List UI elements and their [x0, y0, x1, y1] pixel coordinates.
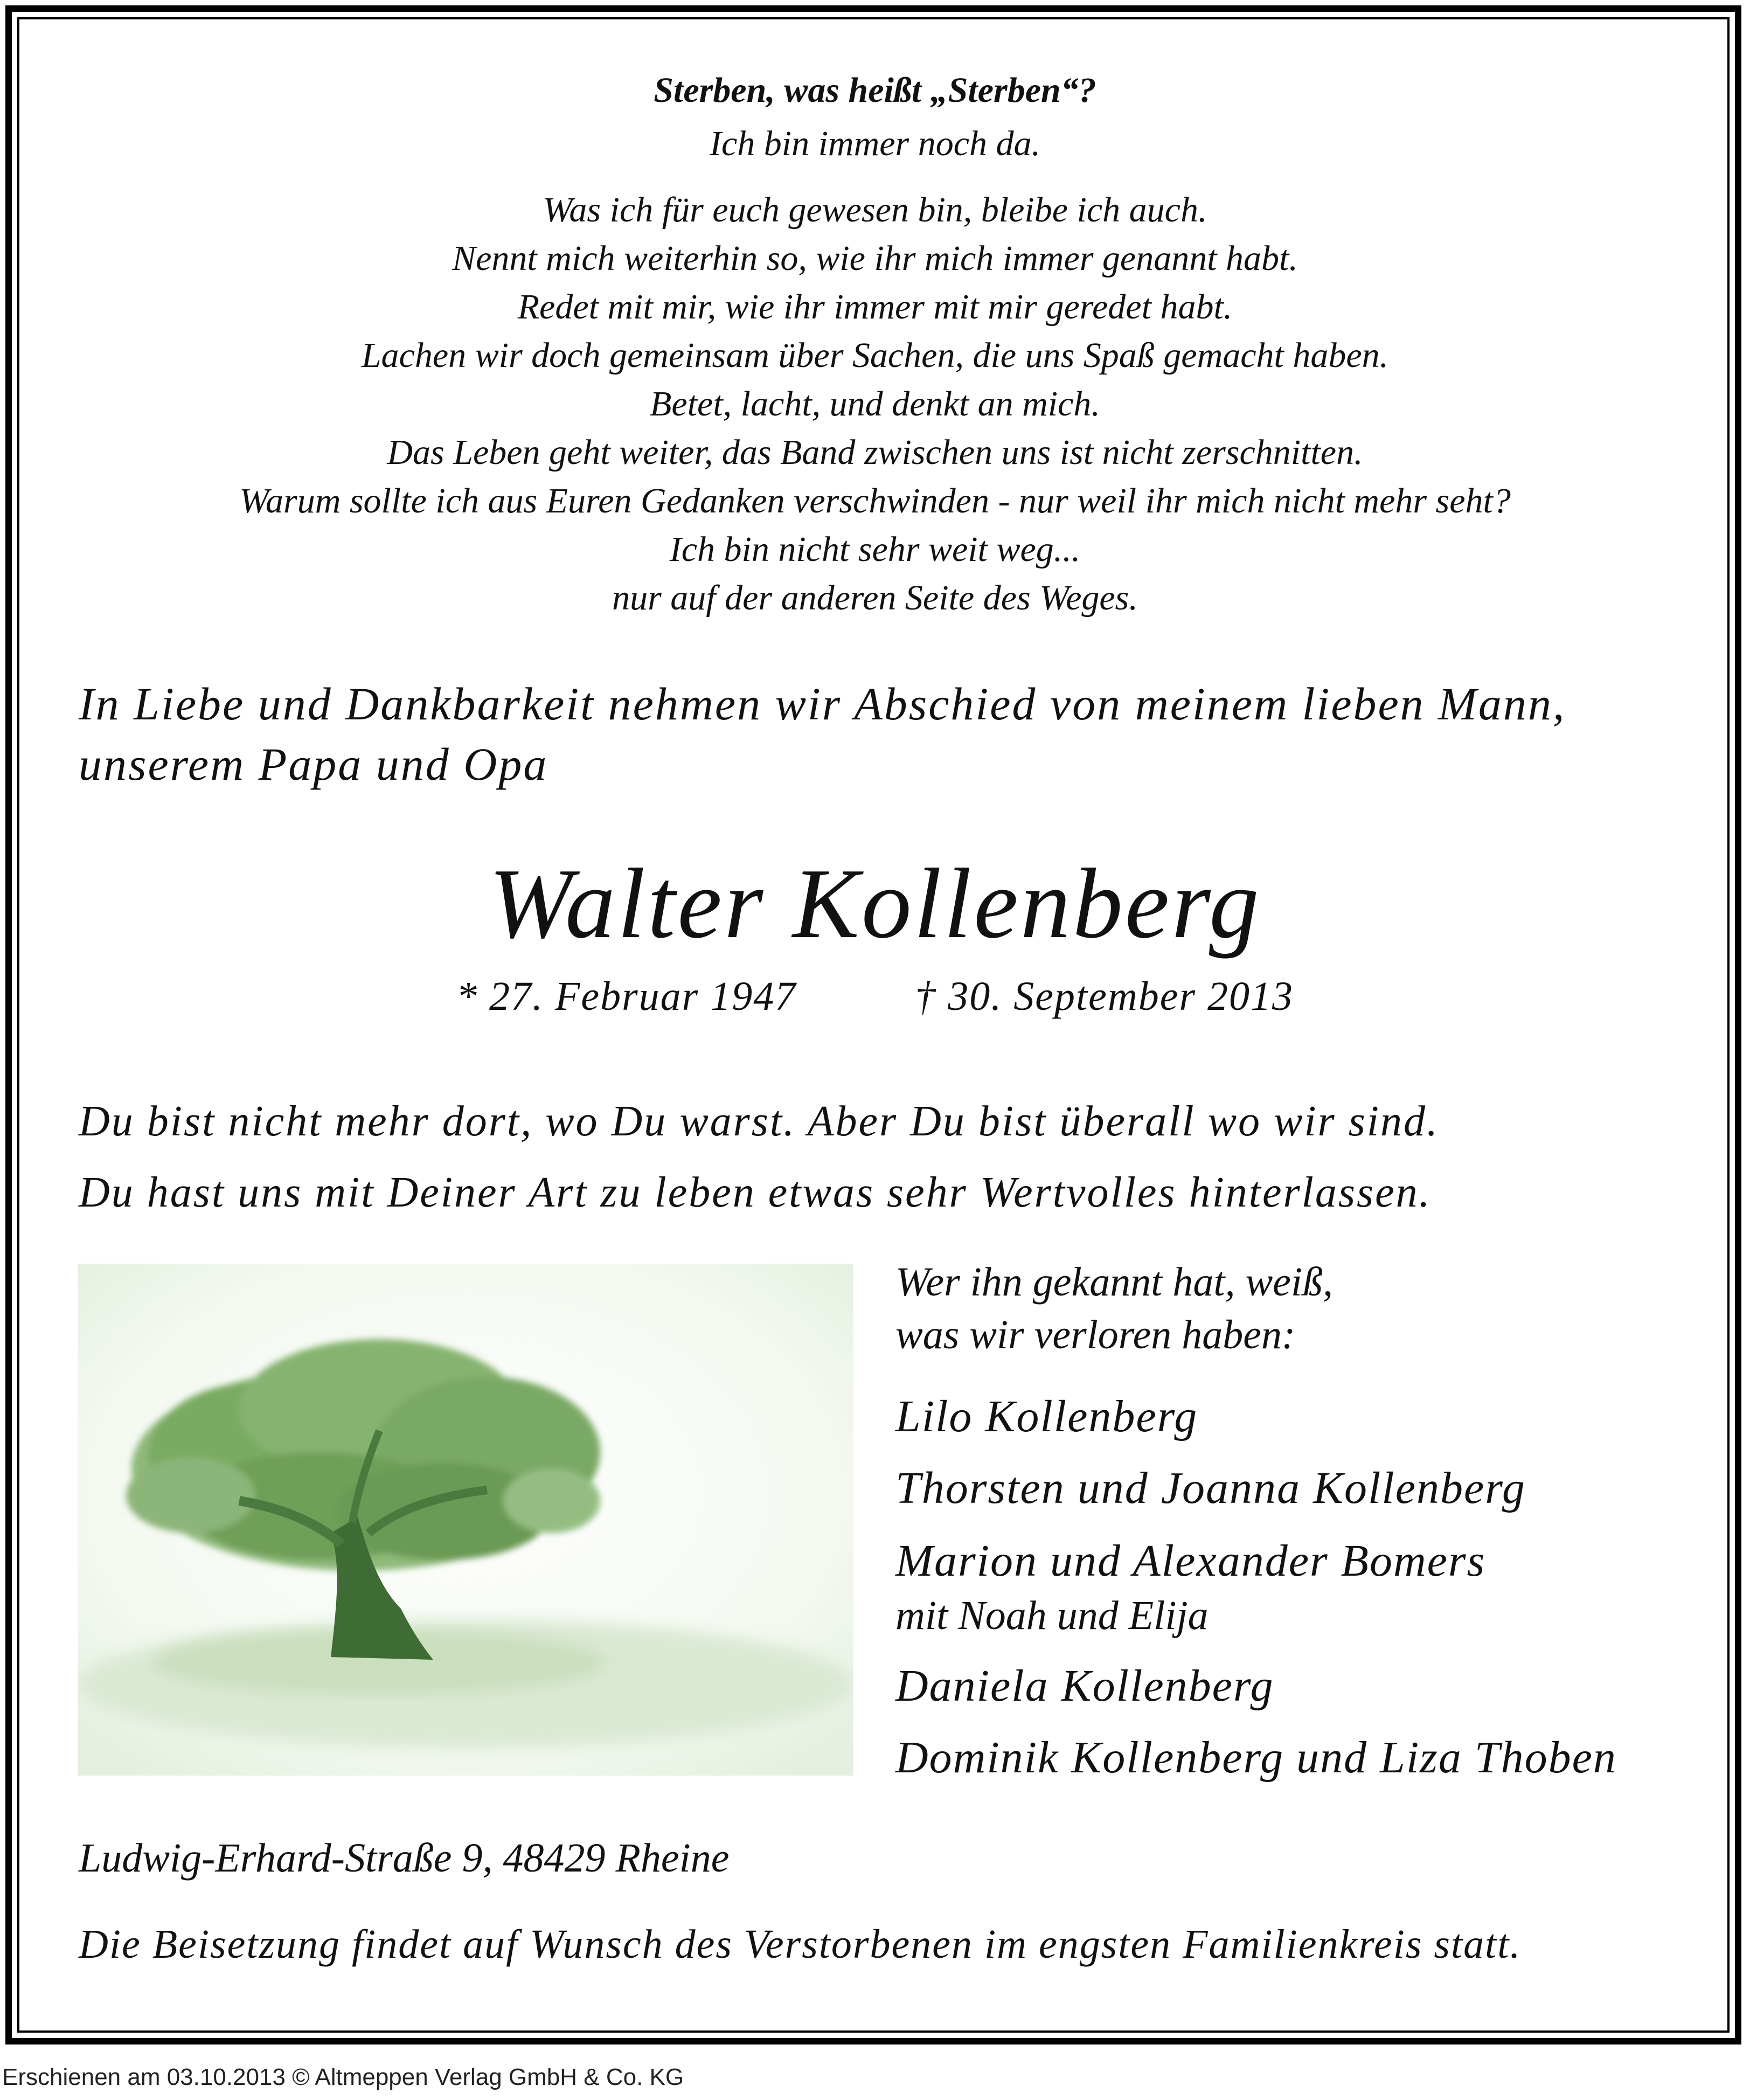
quote-line: Du hast uns mit Deiner Art zu leben etwas sehr Wertvolles hinterlassen. — [79, 1169, 1432, 1216]
family-member: Dominik Kollenberg und Liza Thoben — [895, 1732, 1617, 1783]
burial-notice: Die Beisetzung findet auf Wunsch des Verstorbenen im engsten Familienkreis statt. — [79, 1922, 1522, 1967]
poem-line: Ich bin immer noch da. — [709, 124, 1041, 163]
poem-title: Sterben, was heißt „Sterben“? — [654, 71, 1096, 110]
intro-text — [79, 674, 1566, 794]
family-heading-line: Wer ihn gekannt hat, weiß, — [895, 1259, 1333, 1305]
poem-line: nur auf der anderen Seite des Weges. — [612, 578, 1138, 618]
family-member: Marion und Alexander Bomers — [895, 1536, 1486, 1586]
life-dates — [22, 973, 1728, 1020]
family-member-sub: mit Noah und Elija — [895, 1593, 1209, 1638]
deceased-name: Walter Kollenberg — [489, 848, 1261, 959]
poem-body — [22, 186, 1728, 622]
birth-date: * 27. Februar 1947 — [456, 974, 797, 1019]
family-heading-line: was wir verloren haben: — [895, 1312, 1296, 1357]
poem-line: Was ich für euch gewesen bin, bleibe ich auch. — [543, 190, 1207, 230]
family-heading — [895, 1256, 1333, 1361]
intro-line: unserem Papa und Opa — [79, 738, 548, 790]
poem-line: Nennt mich weiterhin so, wie ihr mich immer genannt habt. — [452, 239, 1298, 278]
family-member: Lilo Kollenberg — [895, 1391, 1198, 1441]
address: Ludwig-Erhard-Straße 9, 48429 Rheine — [79, 1835, 730, 1881]
poem-line: Ich bin nicht sehr weit weg... — [669, 530, 1081, 569]
poem-line: Das Leben geht weiter, das Band zwischen uns ist nicht zerschnitten. — [387, 433, 1363, 472]
poem-line: Warum sollte ich aus Euren Gedanken verschwinden - nur weil ihr mich nicht mehr seht? — [239, 481, 1511, 521]
death-date: † 30. September 2013 — [915, 974, 1294, 1019]
quote-line: Du bist nicht mehr dort, wo Du warst. Aber Du bist überall wo wir sind. — [79, 1098, 1440, 1145]
poem-line: Redet mit mir, wie ihr immer mit mir geredet habt. — [517, 287, 1233, 327]
tree-image — [78, 1264, 853, 1776]
memorial-quote — [79, 1086, 1439, 1228]
intro-line: In Liebe und Dankbarkeit nehmen wir Abschied von meinem lieben Mann, — [79, 678, 1566, 730]
family-member: Daniela Kollenberg — [895, 1661, 1274, 1711]
poem-line: Lachen wir doch gemeinsam über Sachen, die uns Spaß gemacht haben. — [361, 336, 1389, 375]
poem-line: Betet, lacht, und denkt an mich. — [650, 384, 1100, 424]
family-member: Thorsten und Joanna Kollenberg — [895, 1463, 1526, 1513]
publication-footer: Erschienen am 03.10.2013 © Altmeppen Verlag GmbH & Co. KG — [2, 2064, 684, 2090]
